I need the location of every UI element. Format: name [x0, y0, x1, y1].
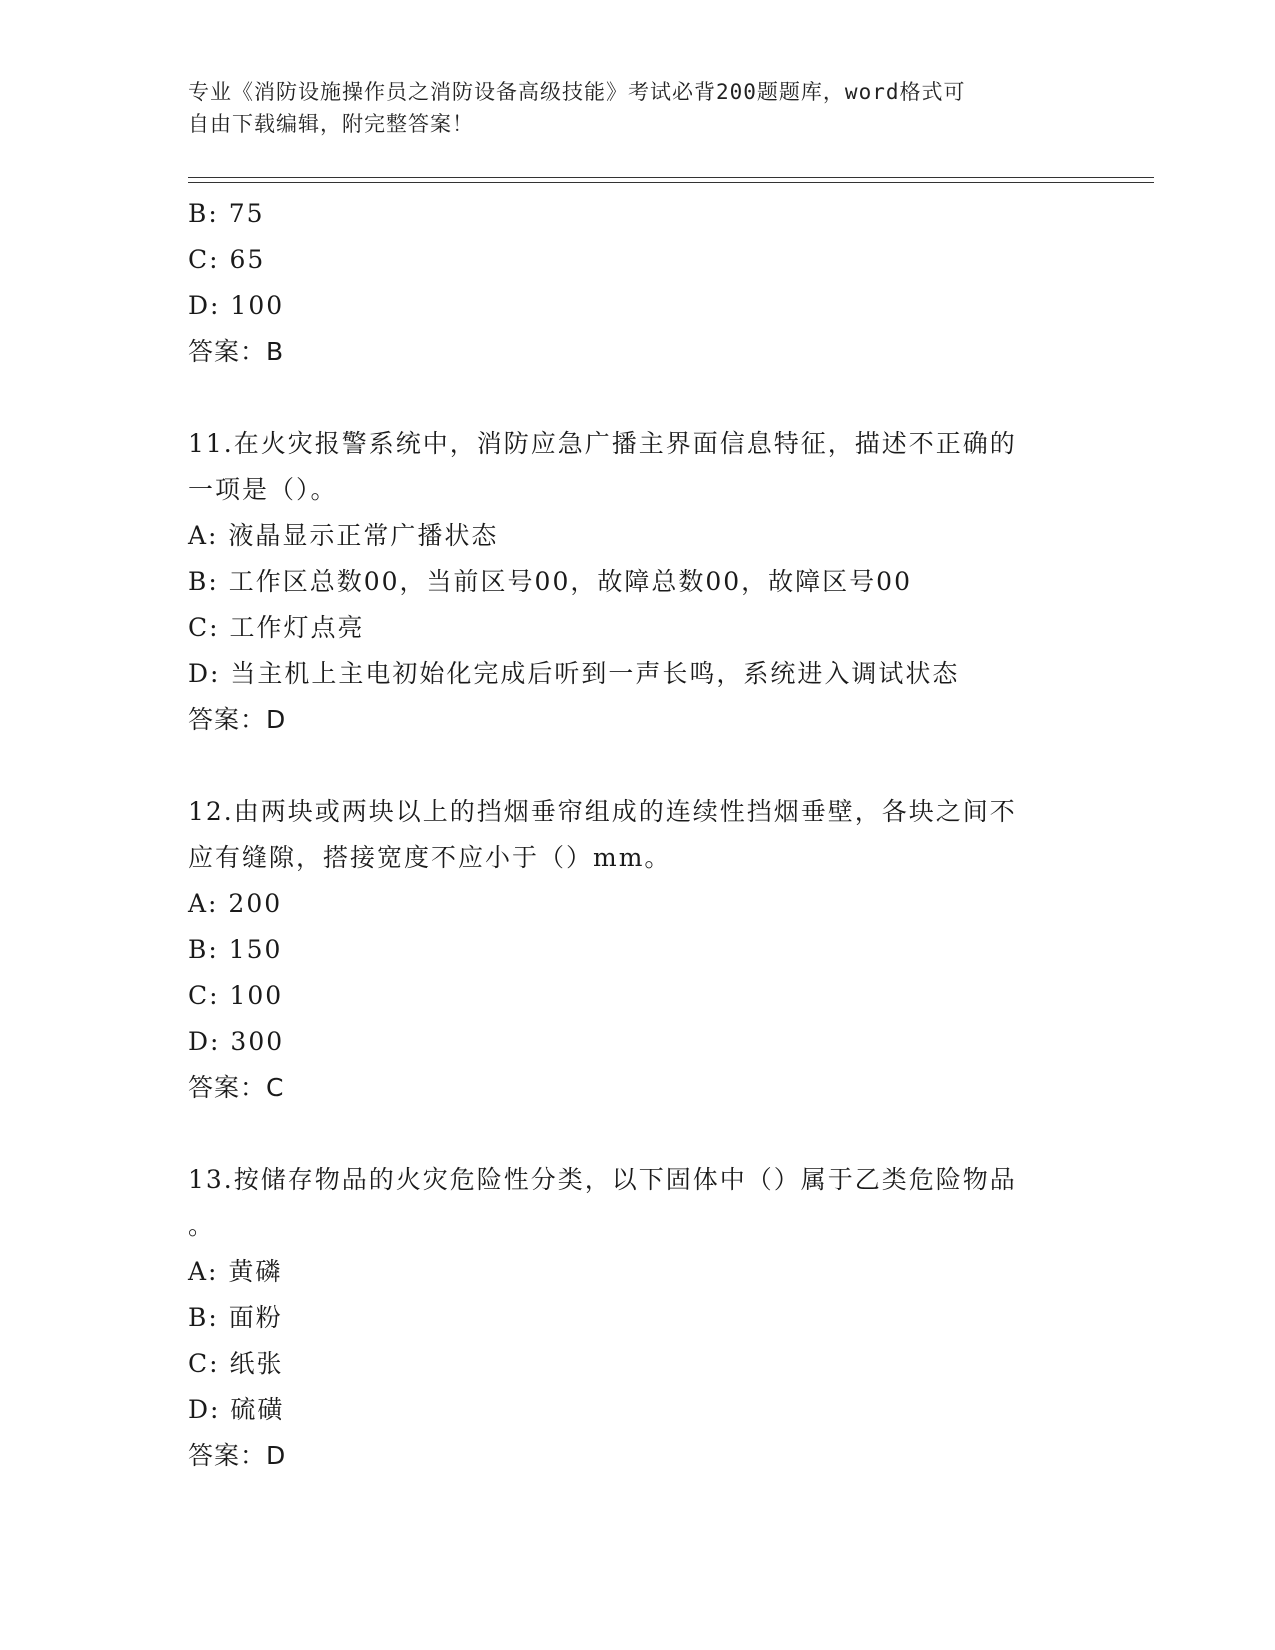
option-c: C: 100 [188, 981, 284, 1010]
option-a: A: 200 [188, 889, 283, 918]
option-d: D: 硫磺 [188, 1395, 285, 1424]
answer-label: 答案：D [188, 1441, 287, 1470]
answer-label: 答案：B [188, 337, 285, 366]
question-12 [188, 789, 1088, 1111]
option-b: B: 面粉 [188, 1303, 283, 1332]
option-c: C: 65 [188, 245, 266, 274]
option-a: A: 液晶显示正常广播状态 [188, 521, 499, 550]
spacer [188, 743, 1088, 789]
header-divider-bottom [188, 182, 1154, 183]
spacer [188, 1111, 1088, 1157]
option-d: D: 100 [188, 291, 285, 320]
option-b: B: 工作区总数00，当前区号00，故障总数00，故障区号00 [188, 567, 912, 596]
question-list [188, 191, 1088, 1479]
option-b: B: 150 [188, 935, 283, 964]
option-b: B: 75 [188, 199, 265, 228]
document-header [188, 76, 1068, 140]
question-10-tail [188, 191, 1088, 375]
question-11 [188, 421, 1088, 743]
question-text-line-1: 13.按储存物品的火灾危险性分类，以下固体中（）属于乙类危险物品 [188, 1165, 1017, 1194]
header-divider-top [188, 177, 1154, 178]
spacer [188, 375, 1088, 421]
header-line-1: 专业《消防设施操作员之消防设备高级技能》考试必背200题题库，word格式可 [188, 80, 966, 104]
question-text-line-1: 11.在火灾报警系统中，消防应急广播主界面信息特征，描述不正确的 [188, 429, 1017, 458]
option-c: C: 纸张 [188, 1349, 284, 1378]
question-text-line-2: 一项是（）。 [188, 475, 338, 504]
option-a: A: 黄磷 [188, 1257, 283, 1286]
question-text-line-2: 。 [188, 1211, 216, 1240]
option-d: D: 当主机上主电初始化完成后听到一声长鸣，系统进入调试状态 [188, 659, 960, 688]
header-line-2: 自由下载编辑，附完整答案！ [188, 112, 474, 136]
question-13 [188, 1157, 1088, 1479]
option-d: D: 300 [188, 1027, 285, 1056]
question-text-line-1: 12.由两块或两块以上的挡烟垂帘组成的连续性挡烟垂壁，各块之间不 [188, 797, 1017, 826]
question-text-line-2: 应有缝隙，搭接宽度不应小于（）mm。 [188, 843, 672, 872]
answer-label: 答案：C [188, 1073, 285, 1102]
option-c: C: 工作灯点亮 [188, 613, 365, 642]
answer-label: 答案：D [188, 705, 287, 734]
